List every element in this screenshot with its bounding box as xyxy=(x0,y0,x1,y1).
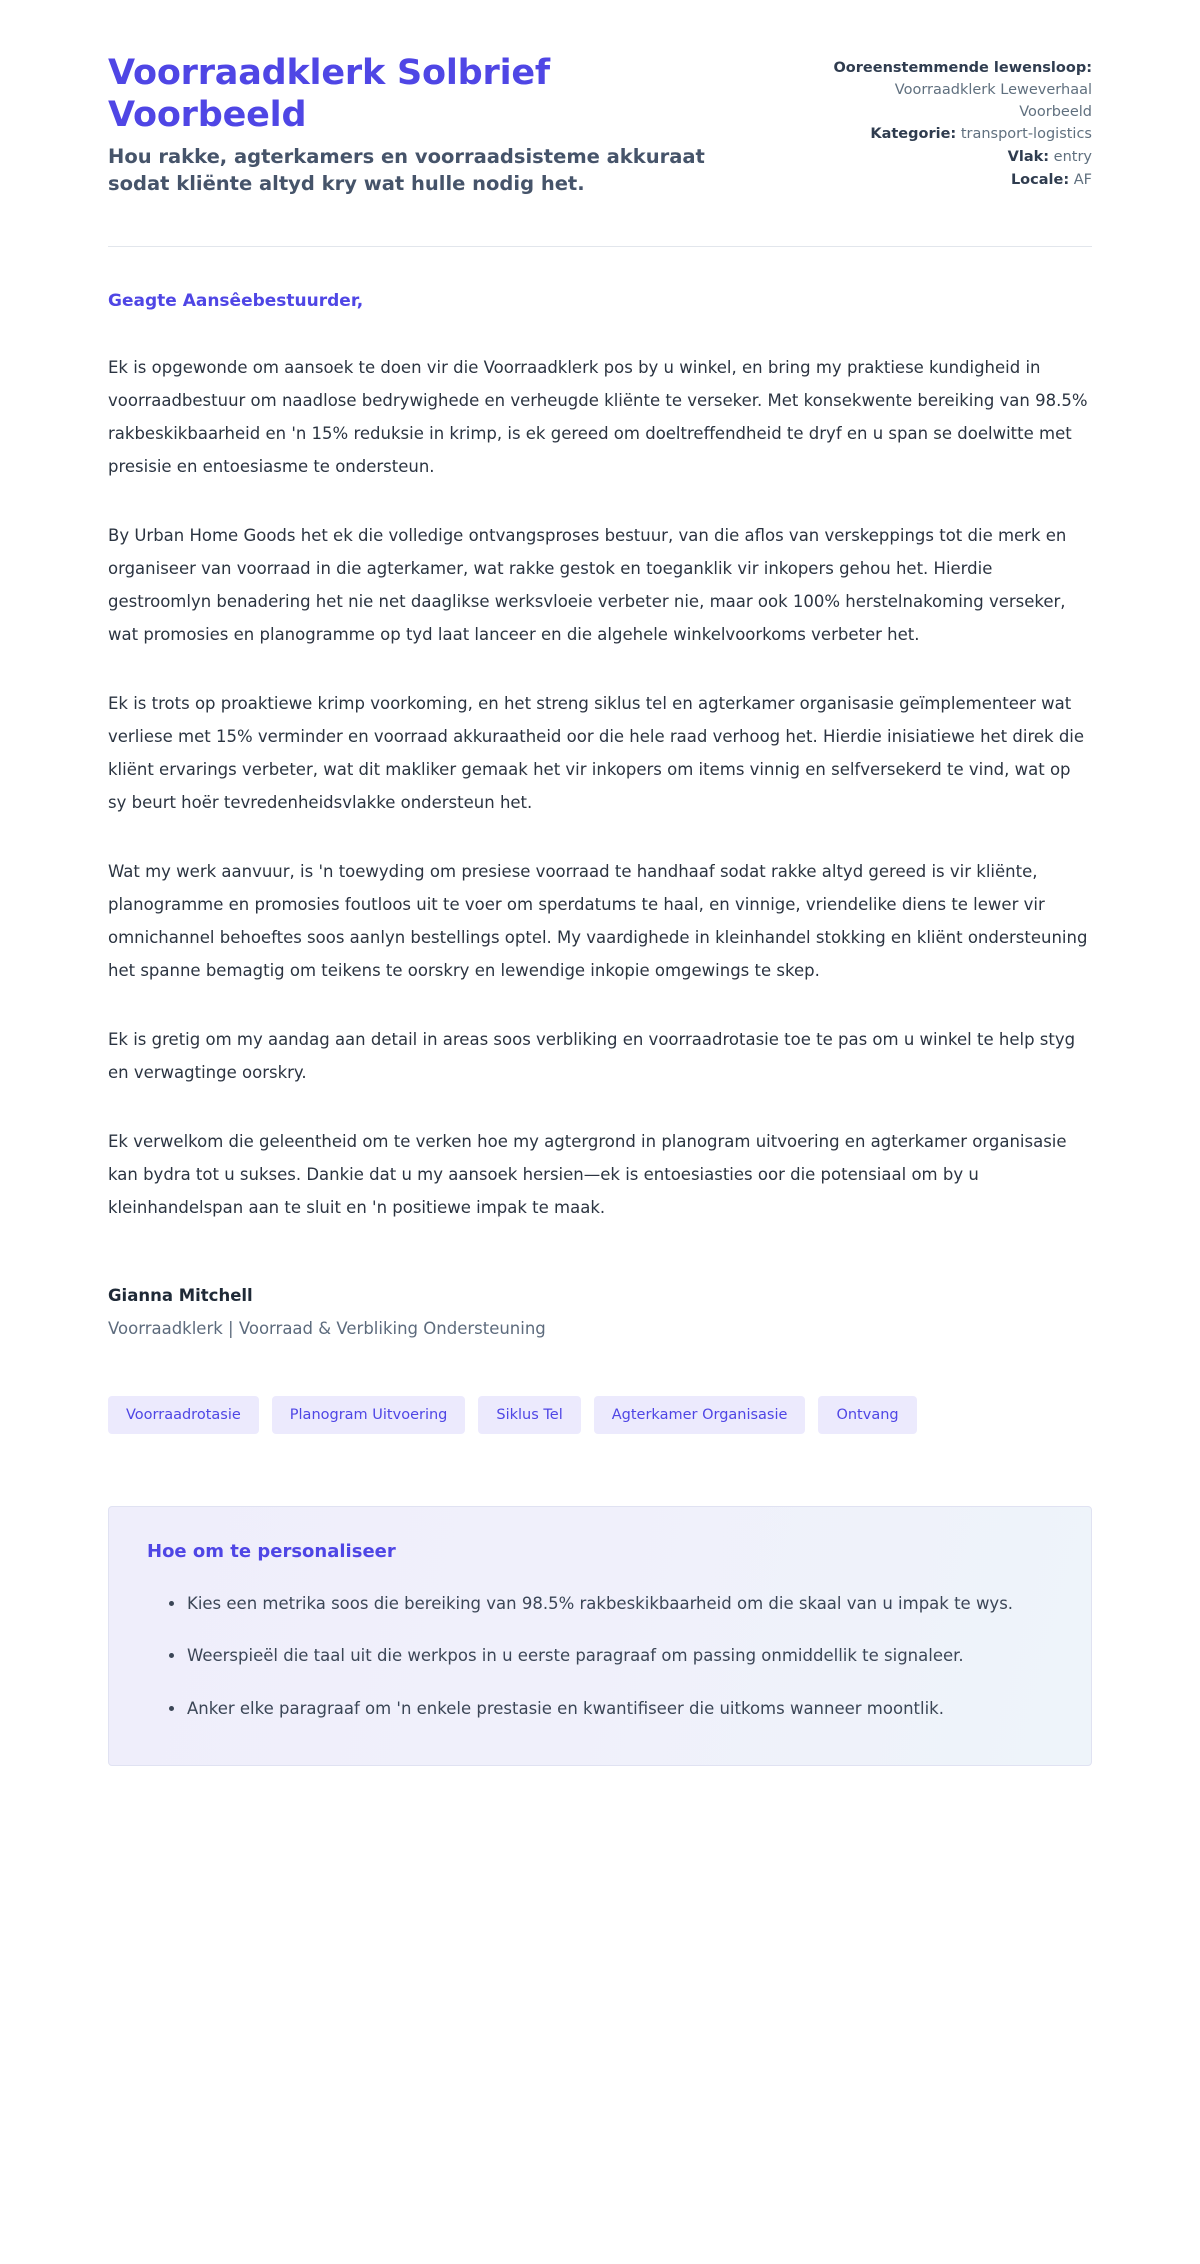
letter-paragraph: Ek verwelkom die geleentheid om te verken hoe my agtergrond in planogram uitvoering en agterkamer organisasie kan bydra tot u sukses. Dankie dat u my aansoek hersien—ek is entoesiasties oor die potensiaal om by u kleinhandelspan aan te sluit en 'n positiewe impak te maak. xyxy=(108,1131,1067,1217)
salutation: Geagte Aansêebestuurder, xyxy=(108,290,364,311)
metadata-row-category xyxy=(827,124,1092,146)
metadata-value: Voorraadklerk Leweverhaal Voorbeeld xyxy=(894,81,1092,120)
callout-tip-item: Kies een metrika soos die bereiking van 98.5% rakbeskikbaarheid om die skaal van u impak te wys. xyxy=(169,1588,1053,1620)
cover-letter-body xyxy=(108,247,1092,1338)
tag-chip[interactable]: Siklus Tel xyxy=(478,1396,580,1435)
tag-list xyxy=(108,1396,1092,1435)
signature-name: Gianna Mitchell xyxy=(108,1285,253,1305)
metadata-value: entry xyxy=(1053,149,1092,165)
letter-paragraph: Wat my werk aanvuur, is 'n toewyding om presiese voorraad te handhaaf sodat rakke altyd gereed is vir kliënte, planogramme en promosies foutloos uit te voer om sperdatums te haal, en vinnige, vriendelike diens te lewer vir omnichannel behoeftes soos aanlyn bestellings optel. My vaardighede in kleinhandel stokking en kliënt ondersteuning het spanne bemagtig om teikens te oorskry en lewendige inkopie omgewings te skep. xyxy=(108,861,1088,980)
metadata-value: AF xyxy=(1073,171,1092,188)
metadata-key: Vlak: xyxy=(1007,149,1050,165)
callout-title: Hoe om te personaliseer xyxy=(147,1541,396,1563)
letter-paragraph: Ek is gretig om my aandag aan detail in areas soos verbliking en voorraadrotasie toe te pas om u winkel te help styg en verwagtinge oorskry. xyxy=(108,1029,1076,1082)
metadata-row-level xyxy=(827,147,1092,169)
callout-tip-item: Weerspieël die taal uit die werkpos in u eerste paragraaf om passing onmiddellik te signaleer. xyxy=(169,1640,1053,1672)
metadata-row-locale xyxy=(827,170,1092,192)
letter-paragraph: By Urban Home Goods het ek die volledige ontvangsproses bestuur, van die aflos van verskeppings tot die merk en organiseer van voorraad in die agterkamer, wat rakke gestok en toeganklik vir inkopers gehou het. Hierdie gestroomlyn benadering het nie net daaglikse werksvloeie verbeter nie, maar ook 100% herstelnakoming verseker, wat promosies en planogramme op tyd laat lanceer en die algehele winkelvoorkoms verbeter het. xyxy=(108,525,1067,644)
metadata-key: Kategorie: xyxy=(870,126,957,143)
tag-chip[interactable]: Voorraadrotasie xyxy=(108,1396,259,1435)
personalization-callout xyxy=(108,1506,1092,1766)
metadata-row-matching-resume xyxy=(827,58,1092,123)
tag-chip[interactable]: Planogram Uitvoering xyxy=(272,1396,466,1435)
tag-chip[interactable]: Ontvang xyxy=(818,1396,916,1435)
header-title-block xyxy=(108,52,748,198)
page-subtitle: Hou rakke, agterkamers en voorraadsisteme akkuraat sodat kliënte altyd kry wat hulle nodig het. xyxy=(108,145,705,195)
callout-tip-item: Anker elke paragraaf om 'n enkele prestasie en kwantifiseer die uitkoms wanneer moontlik. xyxy=(169,1693,1053,1725)
tag-chip[interactable]: Agterkamer Organisasie xyxy=(594,1396,806,1435)
signature-block xyxy=(108,1286,1092,1338)
metadata-block xyxy=(827,52,1092,193)
letter-paragraph: Ek is opgewonde om aansoek te doen vir die Voorraadklerk pos by u winkel, en bring my praktiese kundigheid in voorraadbestuur om naadlose bedrywighede en verheugde kliënte te verseker. Met konsekwente bereiking van 98.5% rakbeskikbaarheid en 'n 15% reduksie in krimp, is ek gereed om doeltreffendheid te dryf en u span se doelwitte met presisie en entoesiasme te ondersteun. xyxy=(108,357,1088,476)
metadata-key: Ooreenstemmende lewensloop: xyxy=(833,60,1092,76)
document-header xyxy=(108,52,1092,198)
signature-title: Voorraadklerk | Voorraad & Verbliking Ondersteuning xyxy=(108,1318,546,1338)
metadata-value: transport-logistics xyxy=(960,126,1092,143)
metadata-key: Locale: xyxy=(1010,171,1070,188)
callout-tip-list xyxy=(147,1588,1053,1725)
page-title: Voorraadklerk Solbrief Voorbeeld xyxy=(108,53,550,135)
letter-paragraph: Ek is trots op proaktiewe krimp voorkoming, en het streng siklus tel en agterkamer organisasie geïmplementeer wat verliese met 15% verminder en voorraad akkuraatheid oor die hele raad verhoog het. Hierdie inisiatiewe het direk die kliënt ervarings verbeter, wat dit makliker gemaak het vir inkopers om items vinnig en selfversekerd te vind, wat op sy beurt hoër tevredenheidsvlakke ondersteun het. xyxy=(108,693,1085,812)
